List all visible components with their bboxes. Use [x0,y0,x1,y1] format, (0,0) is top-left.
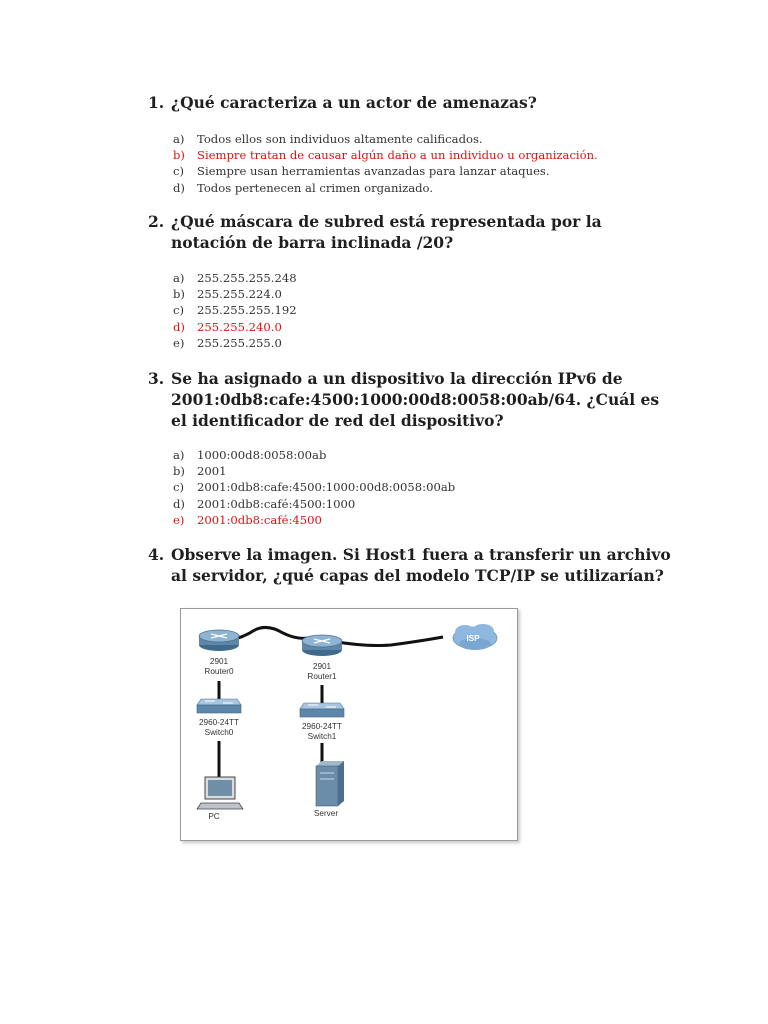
answer-option: a) 255.255.255.248 [173,271,297,285]
link-router1-isp [331,637,443,646]
answer-options [148,270,678,351]
question-2 [148,211,678,351]
question-number: 2. [148,212,165,231]
switch0-model-label: 2960-24TT [198,718,240,727]
question-text: Se ha asignado a un dispositivo la dirección IPv6 de 2001:0db8:cafe:4500:1000:00d8:0058:00ab/64. ¿Cuál es el identificador de red del dispositivo? [171,369,660,430]
answer-option: a) Todos ellos son individuos altamente calificados. [173,132,483,146]
router-icon [199,630,239,651]
switch1-model-label: 2960-24TT [301,722,343,731]
switch-icon [300,703,344,717]
question-3 [148,368,678,528]
server-label: Server [313,809,339,818]
router-icon [302,635,342,656]
answer-option: c) Siempre usan herramientas avanzadas para lanzar ataques. [173,164,550,179]
answer-option: b) 2001 [173,464,227,479]
question-4 [148,544,678,586]
answer-option: e) 255.255.255.0 [173,335,282,350]
answer-option-correct: d) 255.255.240.0 [173,319,282,334]
pc-label: PC [208,812,220,821]
answer-option-correct: b) Siempre tratan de causar algún daño a un individuo u organización. [173,148,598,163]
switch0-name-label: Switch0 [204,728,234,737]
answer-option: d) 2001:0db8:café:4500:1000 [173,496,356,511]
question-1 [148,92,678,196]
question-text: ¿Qué máscara de subred está representada por la notación de barra inclinada /20? [171,212,602,252]
question-number: 4. [148,545,165,564]
question-2-header [148,211,678,253]
answer-options [148,447,678,528]
router1-name-label: Router1 [307,672,337,681]
question-1-header [148,92,678,113]
answer-option: d) Todos pertenecen al crimen organizado. [173,180,434,195]
question-number: 1. [148,93,165,112]
answer-option: b) 255.255.224.0 [173,287,282,302]
answer-option: c) 2001:0db8:cafe:4500:1000:00d8:0058:00ab [173,480,456,495]
answer-option: c) 255.255.255.192 [173,303,297,318]
topology-svg [181,609,517,840]
router1-model-label: 2901 [312,662,332,671]
question-number: 3. [148,369,165,388]
answer-option: a) 1000:00d8:0058:00ab [173,448,327,462]
switch1-name-label: Switch1 [307,732,337,741]
router0-model-label: 2901 [209,657,229,666]
answer-option-correct: e) 2001:0db8:café:4500 [173,512,322,527]
pc-icon [197,777,243,809]
answer-options [148,131,678,196]
switch-icon [197,699,241,713]
network-topology-diagram [180,608,518,841]
question-4-header [148,544,678,586]
question-text: ¿Qué caracteriza a un actor de amenazas? [171,93,537,112]
isp-label: ISP [466,634,480,643]
router0-name-label: Router0 [204,667,234,676]
server-icon [316,761,344,806]
question-text: Observe la imagen. Si Host1 fuera a transferir un archivo al servidor, ¿qué capas del modelo TCP/IP se utilizarían? [171,545,671,585]
question-3-header [148,368,678,431]
